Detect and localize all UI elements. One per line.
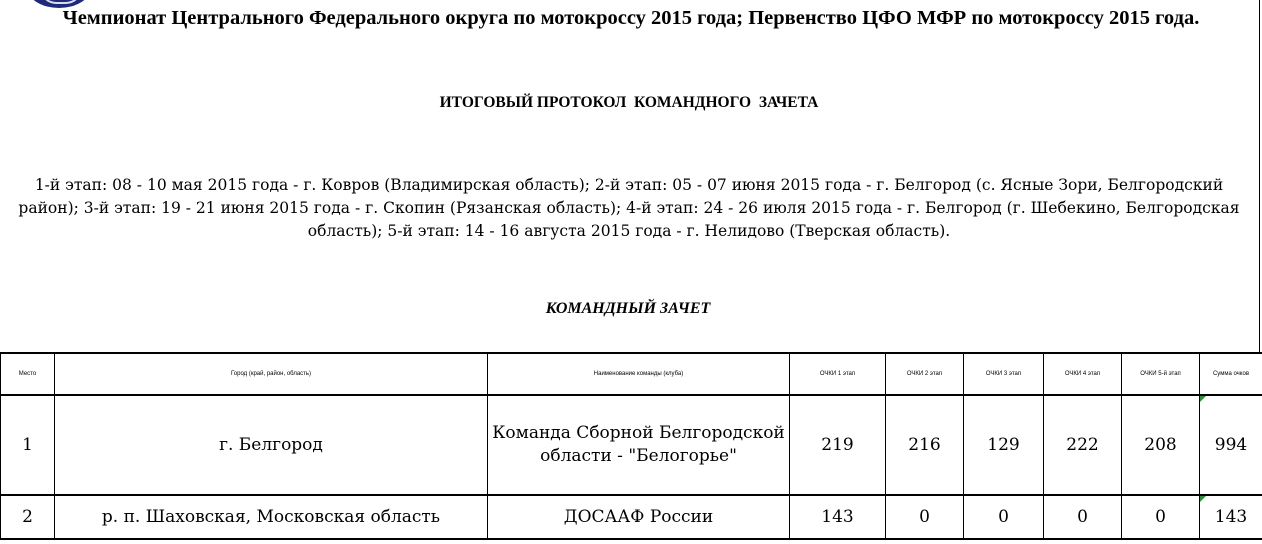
cell-place: 2: [1, 495, 55, 539]
header-place: Место: [1, 353, 55, 395]
cell-team: ДОСААФ России: [488, 495, 790, 539]
cell-stage-3: 0: [964, 495, 1044, 539]
cell-total-value: 143: [1214, 506, 1248, 527]
team-standings-heading: КОМАНДНЫЙ ЗАЧЕТ: [545, 300, 711, 317]
document-title: Чемпионат Центрального Федерального округа по мотокроссу 2015 года; Первенство ЦФО МФР по мотокроссу 2015 года.: [62, 7, 1200, 29]
formula-marker-icon: [1200, 496, 1206, 502]
cell-city: р. п. Шаховская, Московская область: [55, 495, 488, 539]
cell-total-value: 994: [1214, 434, 1248, 455]
header-team: Наименование команды (клуба): [488, 353, 790, 395]
sheet-border: [1259, 0, 1260, 352]
cell-place: 1: [1, 395, 55, 495]
header-total: Сумма очков: [1200, 353, 1262, 395]
cell-total: [1200, 495, 1262, 539]
formula-marker-icon: [1200, 396, 1206, 402]
cell-city: г. Белгород: [55, 395, 488, 495]
cell-stage-4: 0: [1044, 495, 1122, 539]
table-header-row: [1, 353, 1262, 395]
cell-stage-4: 222: [1044, 395, 1122, 495]
header-stage-4: ОЧКИ 4 этап: [1044, 353, 1122, 395]
header-stage-5: ОЧКИ 5-й этап: [1122, 353, 1200, 395]
cell-stage-1: 143: [790, 495, 886, 539]
header-stage-2: ОЧКИ 2 этап: [886, 353, 964, 395]
cell-stage-2: 0: [886, 495, 964, 539]
header-city: Город (край, район, область): [55, 353, 488, 395]
header-stage-3: ОЧКИ 3 этап: [964, 353, 1044, 395]
table-row: [1, 395, 1262, 495]
header-stage-1: ОЧКИ 1 этап: [790, 353, 886, 395]
cell-total: [1200, 395, 1262, 495]
team-results-table: [0, 352, 1262, 540]
cell-stage-2: 216: [886, 395, 964, 495]
cell-stage-5: 0: [1122, 495, 1200, 539]
cell-team: Команда Сборной Белгородской области - "Белогорье": [488, 395, 790, 495]
table-row: [1, 495, 1262, 539]
cell-stage-1: 219: [790, 395, 886, 495]
protocol-title: ИТОГОВЫЙ ПРОТОКОЛ КОМАНДНОГО ЗАЧЕТА: [439, 94, 819, 111]
cell-stage-5: 208: [1122, 395, 1200, 495]
stages-description: 1-й этап: 08 - 10 мая 2015 года - г. Ковров (Владимирская область); 2-й этап: 05 - 07 июня 2015 года - г. Белгород (с. Ясные Зори, Белгородский район); 3-й этап: 19 - 21 июня 2015 года - г. Скопин (Рязанская область); 4-й этап: 24 - 26 июля 2015 года - г. Белгород (г. Шебекино, Белгородская область); 5-й этап: 14 - 16 августа 2015 года - г. Нелидово (Тверская область).: [18, 176, 1240, 240]
cell-stage-3: 129: [964, 395, 1044, 495]
